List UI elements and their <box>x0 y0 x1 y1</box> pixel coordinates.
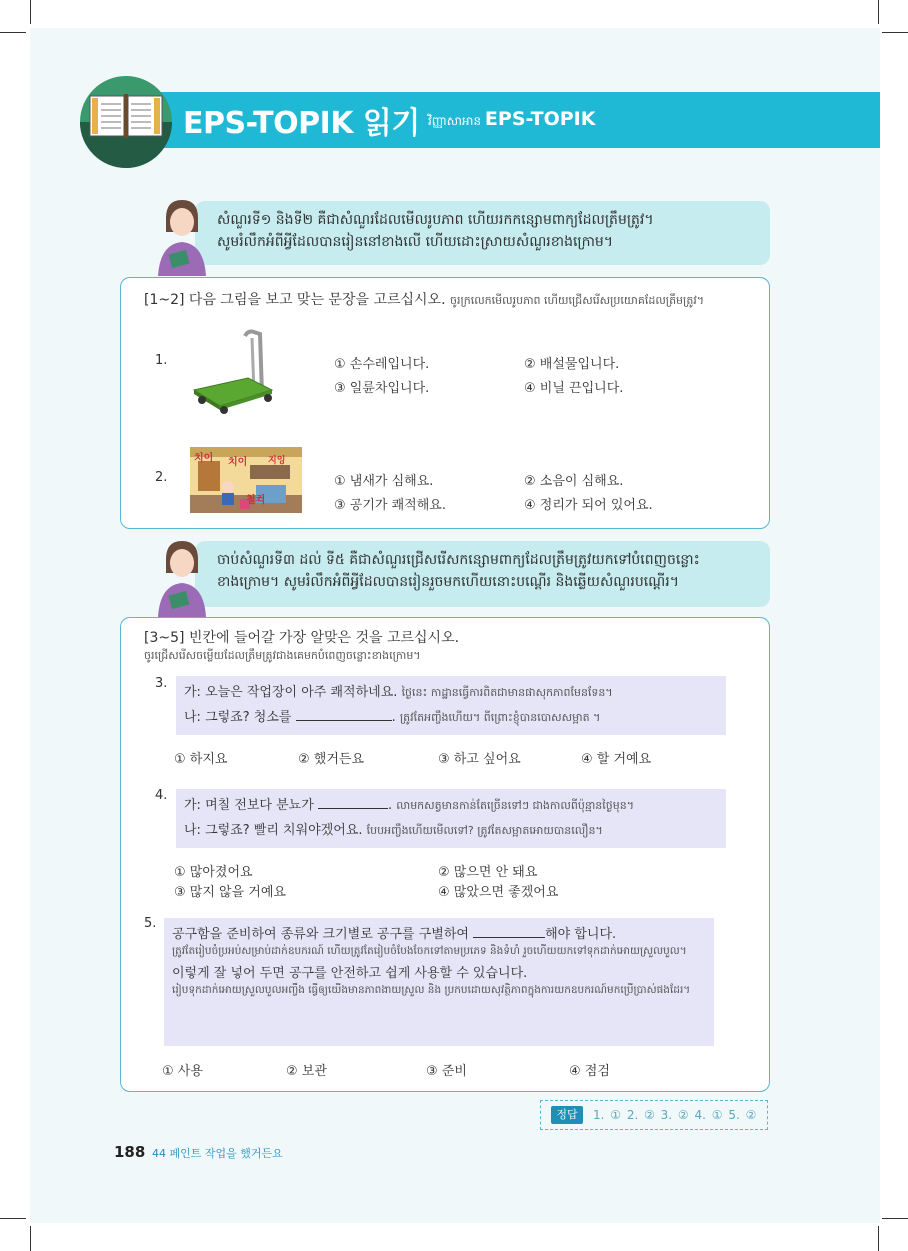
answer-key <box>540 1100 768 1130</box>
passage-kh: ត្រូវតែរៀបចំប្រអប់សម្រាប់ដាក់ឧបករណ៍ ហើយត្រូវតែរៀបចំបែងចែកទៅតាមប្រភេទ និងទំហំ រួចហើយយកទៅទុកដាក់អោយស្រួលបួល។ <box>172 945 687 957</box>
dialogue-ko: . <box>387 798 393 813</box>
option-3[interactable]: ③ 준비 <box>426 1064 467 1079</box>
dialogue-line <box>184 793 718 818</box>
option-1[interactable]: ① 사용 <box>162 1064 203 1079</box>
note-line: ខាងក្រោម។ សូមរំលឹកអំពីអ្វីដែលបានរៀនរួចមកហើយនោះបណ្តើរ និងឆ្លើយសំណួរបណ្តើរ។ <box>217 574 679 590</box>
crop-mark <box>0 32 26 33</box>
option-3[interactable]: ③ 공기가 쾌적해요. <box>334 498 446 513</box>
option-4[interactable]: ④ 할 거예요 <box>581 752 652 767</box>
subtitle-brand: EPS-TOPIK <box>484 108 596 130</box>
passage-ko: 이렇게 잘 넣어 두면 공구를 안전하고 쉽게 사용할 수 있습니다. <box>172 966 528 981</box>
question-number: 4. <box>155 788 168 803</box>
passage-line <box>172 923 706 944</box>
answer-blank[interactable] <box>473 923 545 938</box>
instruction-kh: ចូរជ្រើសរើសចម្លើយដែលត្រឹមត្រូវជាងគេមកបំពេញចន្លោះខាងក្រោម។ <box>144 649 421 662</box>
question-number: 3. <box>155 676 168 691</box>
subtitle-prefix: វិញ្ញាសាអាន <box>428 114 482 128</box>
svg-text:치이: 치이 <box>194 453 214 464</box>
option-2[interactable]: ② 소음이 심해요. <box>524 474 624 489</box>
note-line: សំណួរទី១ និងទី២ គឺជាសំណួរដែលមើលរូបភាព ហើយរកកន្សោមពាក្យដែលត្រឹមត្រូវ។ <box>217 212 654 228</box>
dialogue-q3 <box>176 676 726 735</box>
instruction-ko: [3~5] 빈칸에 들어갈 가장 알맞은 것을 고르십시오. <box>144 630 460 646</box>
svg-text:철컥: 철컥 <box>246 495 266 506</box>
question-number: 2. <box>155 470 168 485</box>
section2-instruction <box>144 629 459 665</box>
answer-key-values: 1. ① 2. ② 3. ② 4. ① 5. ② <box>593 1108 757 1122</box>
dialogue-ko: 나: 그렇죠? 청소를 <box>184 710 292 725</box>
option-2[interactable]: ② 많으면 안 돼요 <box>438 865 538 880</box>
passage-ko: 공구함을 준비하여 종류와 크기별로 공구를 구별하여 <box>172 927 469 942</box>
answer-key-label: 정답 <box>551 1106 583 1124</box>
passage-kh: រៀបទុកដាក់អោយស្រួលបួលអញ្ចឹង ធ្វើឲ្យយើងមានភាពងាយស្រួល និង ប្រកបដោយសុវត្ថិភាពក្នុងការយកឧបករណ៍មកប្រើប្រាស់ផងដែរ។ <box>172 984 691 996</box>
answer-blank[interactable] <box>318 794 388 809</box>
instruction-note-2 <box>195 541 770 607</box>
lesson-title: 44 페인트 작업을 했거든요 <box>152 1147 283 1160</box>
passage-ko: 해야 합니다. <box>545 927 617 942</box>
option-4[interactable]: ④ 점검 <box>569 1064 610 1079</box>
option-4[interactable]: ④ 비닐 끈입니다. <box>524 381 624 396</box>
page-subtitle <box>428 108 595 131</box>
dialogue-line <box>184 818 718 843</box>
section1-instruction <box>144 289 704 310</box>
dialogue-ko: 가: 며칠 전보다 분뇨가 <box>184 798 314 813</box>
dialogue-kh: ថ្ងៃនេះ កាដ្ឋានធ្វើការពិតជាមានផាសុកភាពមែនទែន។ <box>401 686 613 699</box>
noisy-workshop-illustration <box>190 447 302 513</box>
crop-mark <box>882 32 908 33</box>
option-3[interactable]: ③ 하고 싶어요 <box>438 752 521 767</box>
option-2[interactable]: ② 보관 <box>286 1064 327 1079</box>
book-icon <box>88 92 164 140</box>
page-number: 188 <box>114 1143 146 1161</box>
note-line: សូមរំលឹកអំពីអ្វីដែលបានរៀននៅខាងលើ ហើយដោះស្រាយសំណួរខាងក្រោម។ <box>217 234 614 250</box>
hand-truck-illustration <box>190 328 280 414</box>
crop-mark <box>30 0 31 24</box>
instruction-ko: [1~2] 다음 그림을 보고 맞는 문장을 고르십시오. <box>144 292 446 308</box>
dialogue-kh: បែបអញ្ចឹងហើយមើលទៅ? ត្រូវតែសម្អាតអោយបានលឿន។ <box>366 824 603 837</box>
option-1[interactable]: ① 냄새가 심해요. <box>334 474 434 489</box>
dialogue-kh: ត្រូវតែអញ្ចឹងហើយ។ ពីព្រោះខ្ញុំបានបោសសម្អាត ។ <box>399 711 601 724</box>
dialogue-q4 <box>176 789 726 848</box>
crop-mark <box>878 0 879 24</box>
option-3[interactable]: ③ 일륜차입니다. <box>334 381 430 396</box>
question-number: 5. <box>144 916 157 931</box>
option-3[interactable]: ③ 많지 않을 거예요 <box>174 885 286 900</box>
page-title: EPS-TOPIK 읽기 <box>183 106 420 141</box>
option-2[interactable]: ② 했거든요 <box>298 752 365 767</box>
crop-mark <box>882 1218 908 1219</box>
crop-mark <box>878 1226 879 1251</box>
dialogue-kh: លាមកសត្វមានកាន់តែច្រើនទៅៗ ជាងកាលពីប៉ុន្មានថ្ងៃមុន។ <box>396 799 634 812</box>
svg-text:치이: 치이 <box>228 457 248 468</box>
teacher-icon <box>152 196 210 276</box>
question-number: 1. <box>155 353 168 368</box>
option-4[interactable]: ④ 정리가 되어 있어요. <box>524 498 653 513</box>
svg-text:지잉: 지잉 <box>268 456 286 466</box>
instruction-kh: ចូរក្រលេកមើលរូបភាព ហើយជ្រើសរើសប្រយោគដែលត្រឹមត្រូវ។ <box>449 294 705 307</box>
dialogue-line <box>184 705 718 730</box>
dialogue-ko: 나: 그렇죠? 빨리 치워야겠어요. <box>184 823 363 838</box>
option-1[interactable]: ① 손수레입니다. <box>334 357 430 372</box>
dialogue-line <box>184 680 718 705</box>
instruction-note-1 <box>195 201 770 265</box>
crop-mark <box>0 1218 26 1219</box>
crop-mark <box>30 1226 31 1251</box>
option-2[interactable]: ② 배설물입니다. <box>524 357 620 372</box>
passage-q5 <box>164 918 714 1046</box>
dialogue-ko: . <box>391 710 396 725</box>
option-1[interactable]: ① 하지요 <box>174 752 228 767</box>
answer-blank[interactable] <box>296 706 392 721</box>
note-line: ចាប់សំណួរទី៣ ដល់ ទី៥ គឺជាសំណួរជ្រើសរើសកន្សោមពាក្យដែលត្រឹមត្រូវយកទៅបំពេញចន្លោះ <box>217 552 700 568</box>
dialogue-ko: 가: 오늘은 작업장이 아주 쾌적하네요. <box>184 685 398 700</box>
option-4[interactable]: ④ 많았으면 좋겠어요 <box>438 885 559 900</box>
teacher-icon <box>152 537 210 617</box>
option-1[interactable]: ① 많아졌어요 <box>174 865 253 880</box>
